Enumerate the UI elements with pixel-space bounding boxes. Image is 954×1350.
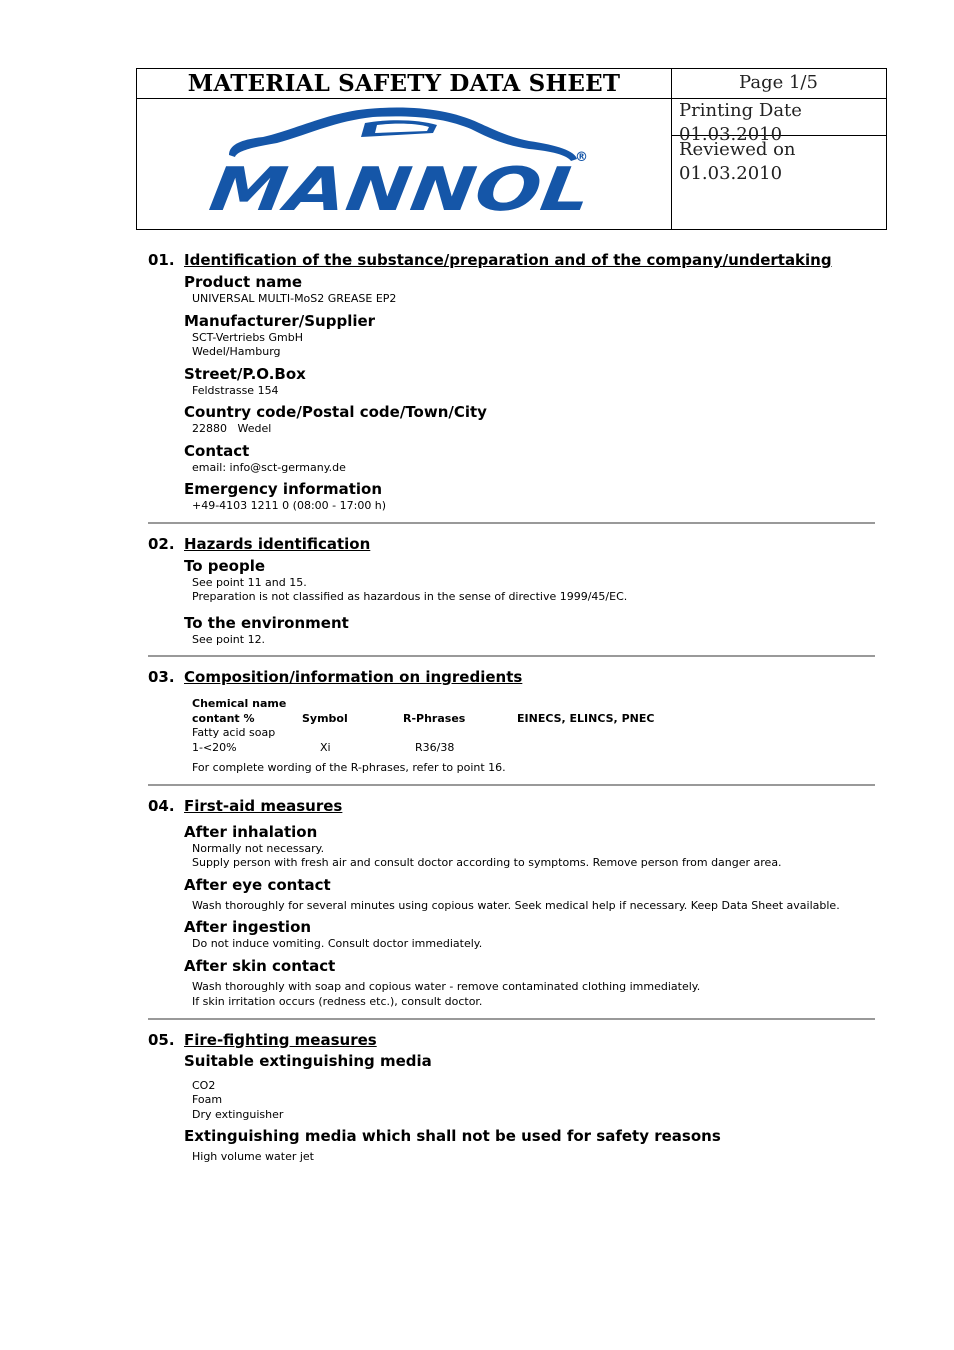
col-r-phrases: R-Phrases — [403, 711, 466, 725]
product-name-value: UNIVERSAL MULTI-MoS2 GREASE EP2 — [192, 292, 397, 305]
section-01 — [148, 250, 875, 514]
after-skin-contact-label: After skin contact — [184, 956, 336, 975]
after-skin-contact-line: If skin irritation occurs (redness etc.), consult doctor. — [192, 995, 483, 1008]
street-value: Feldstrasse 154 — [192, 383, 279, 397]
after-inhalation-line: Supply person with fresh air and consult doctor according to symptoms. Remove person from danger area. — [192, 856, 782, 869]
section-heading — [148, 667, 875, 687]
section-divider — [148, 1018, 875, 1020]
section-title: Composition/information on ingredients — [184, 668, 523, 686]
section-number: 01. — [148, 251, 175, 269]
document-body — [148, 250, 875, 1165]
section-number: 03. — [148, 668, 175, 686]
after-inhalation-line: Normally not necessary. — [192, 841, 325, 855]
ingredients-table — [192, 697, 875, 755]
mannol-logo — [137, 99, 671, 229]
to-people-line: See point 11 and 15. — [192, 575, 307, 589]
unsuitable-media-value: High volume water jet — [192, 1150, 314, 1163]
col-chemical-name: Chemical name — [192, 697, 287, 710]
col-einecs: EINECS, ELINCS, PNEC — [517, 711, 655, 725]
section-02 — [148, 534, 875, 648]
section-03 — [148, 667, 875, 776]
after-eye-contact-value: Wash thoroughly for several minutes using copious water. Seek medical help if necessary. Keep Data Sheet available. — [192, 898, 840, 912]
emergency-label: Emergency information — [184, 480, 383, 498]
product-name-label: Product name — [184, 273, 303, 291]
section-divider — [148, 522, 875, 524]
section-title: Hazards identification — [184, 534, 371, 553]
to-people-line: Preparation is not classified as hazardous in the sense of directive 1999/45/EC. — [192, 590, 628, 603]
section-number: 05. — [148, 1030, 175, 1049]
unsuitable-media-label: Extinguishing media which shall not be used for safety reasons — [184, 1127, 721, 1145]
street-label: Street/P.O.Box — [184, 364, 306, 383]
section-number: 02. — [148, 534, 175, 553]
section-number: 04. — [148, 796, 175, 815]
manufacturer-line: Wedel/Hamburg — [192, 345, 281, 358]
section-divider — [148, 655, 875, 657]
col-symbol: Symbol — [302, 711, 348, 725]
r-phrases-note: For complete wording of the R-phrases, refer to point 16. — [192, 761, 506, 774]
after-ingestion-label: After ingestion — [184, 918, 312, 936]
col-content: contant % — [192, 711, 255, 725]
printing-date: Printing Date 01.03.2010 — [671, 99, 886, 136]
manufacturer-line: SCT-Vertriebs GmbH — [192, 330, 304, 344]
suitable-media-line: Foam — [192, 1093, 223, 1106]
row-r-phrases: R36/38 — [415, 740, 455, 754]
section-04 — [148, 796, 875, 1010]
to-environment-value: See point 12. — [192, 632, 266, 646]
section-05 — [148, 1030, 875, 1165]
manufacturer-label: Manufacturer/Supplier — [184, 311, 376, 330]
emergency-value: +49-4103 1211 0 (08:00 - 17:00 h) — [192, 499, 387, 512]
header-left — [137, 69, 672, 229]
reviewed-date: Reviewed on 01.03.2010 — [679, 139, 796, 184]
section-title: Fire-fighting measures — [184, 1030, 377, 1049]
suitable-media-line: CO2 — [192, 1078, 216, 1092]
country-value: 22880 Wedel — [192, 422, 272, 435]
after-skin-contact-line: Wash thoroughly with soap and copious water - remove contaminated clothing immediately. — [192, 979, 701, 993]
row-content: 1-<20% — [192, 740, 237, 754]
section-heading — [148, 534, 875, 554]
document-header — [136, 68, 887, 230]
suitable-media-line: Dry extinguisher — [192, 1107, 284, 1121]
header-right — [671, 69, 886, 229]
section-heading — [148, 796, 875, 816]
after-inhalation-label: After inhalation — [184, 822, 318, 841]
contact-value: email: info@sct-germany.de — [192, 460, 346, 474]
svg-text:MANNOL: MANNOL — [205, 155, 511, 225]
suitable-media-label: Suitable extinguishing media — [184, 1051, 432, 1070]
to-environment-label: To the environment — [184, 613, 349, 632]
after-ingestion-value: Do not induce vomiting. Consult doctor immediately. — [192, 937, 483, 950]
section-heading — [148, 250, 875, 270]
country-label: Country code/Postal code/Town/City — [184, 403, 487, 421]
svg-text:®: ® — [575, 150, 588, 165]
to-people-label: To people — [184, 556, 266, 575]
section-divider — [148, 784, 875, 786]
row-symbol: Xi — [320, 740, 331, 754]
document-title: MATERIAL SAFETY DATA SHEET — [137, 69, 671, 99]
after-eye-contact-label: After eye contact — [184, 875, 331, 894]
page-number: Page 1/5 — [671, 69, 886, 99]
contact-label: Contact — [184, 441, 250, 460]
car-silhouette-logo-icon — [137, 99, 671, 229]
row-chemical-name: Fatty acid soap — [192, 726, 276, 739]
section-heading — [148, 1030, 875, 1050]
section-title: First-aid measures — [184, 796, 343, 815]
section-title: Identification of the substance/preparation and of the company/undertaking — [184, 251, 832, 269]
